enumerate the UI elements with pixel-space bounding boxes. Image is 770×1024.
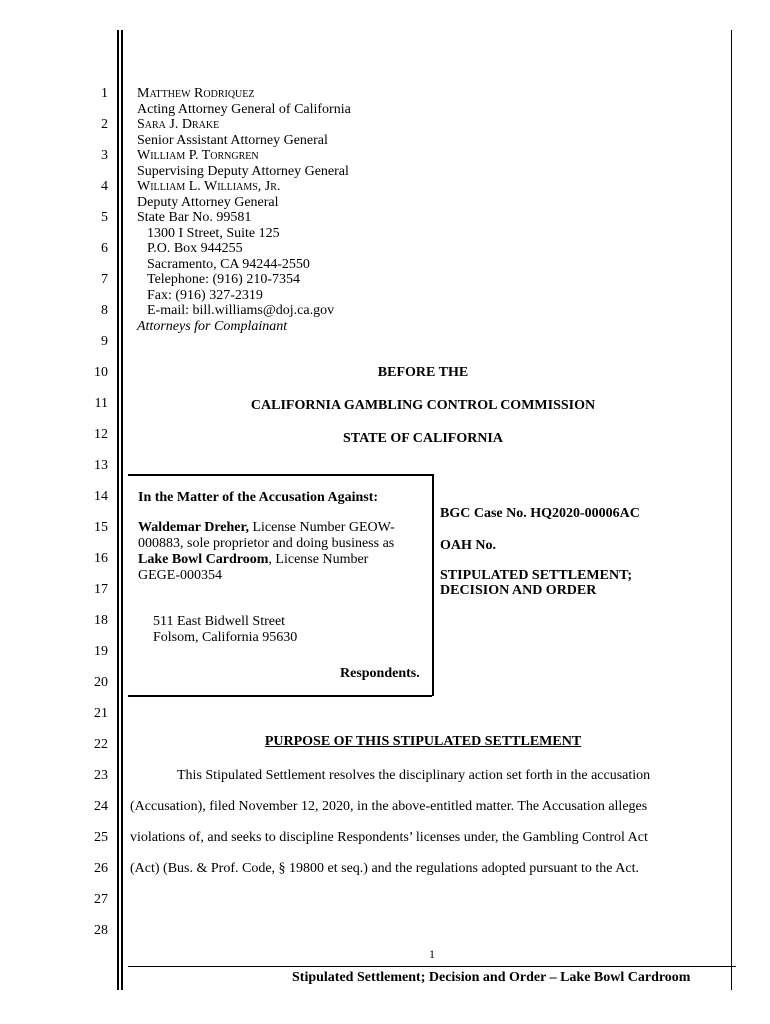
line-number: 8 xyxy=(101,303,108,318)
line-number: 2 xyxy=(101,117,108,132)
attorney-name: Matthew Rodriquez xyxy=(137,86,255,101)
caption-respondent-line2: 000883, sole proprietor and doing business as xyxy=(138,536,395,551)
heading-commission: CALIFORNIA GAMBLING CONTROL COMMISSION xyxy=(250,398,596,413)
line-number: 14 xyxy=(94,489,108,504)
caption-respondent-line4: GEGE-000354 xyxy=(138,568,222,583)
page-number: 1 xyxy=(429,947,435,961)
margin-rule-right xyxy=(731,30,732,990)
telephone: Telephone: (916) 210-7354 xyxy=(147,272,300,287)
line-number: 25 xyxy=(94,830,108,845)
line-number: 10 xyxy=(94,365,108,380)
attorney-name: William P. Torngren xyxy=(137,148,259,163)
line-number: 15 xyxy=(94,520,108,535)
respondent-license: License Number GEOW- xyxy=(248,520,395,535)
oah-number: OAH No. xyxy=(440,538,496,553)
margin-rule-left-inner xyxy=(121,30,123,990)
business-name: Lake Bowl Cardroom xyxy=(138,552,269,567)
case-number: BGC Case No. HQ2020-00006AC xyxy=(440,506,640,521)
line-number: 11 xyxy=(94,396,108,411)
line-number: 1 xyxy=(101,86,108,101)
address-line: P.O. Box 944255 xyxy=(147,241,243,256)
business-license: , License Number xyxy=(268,552,369,567)
caption-border-top xyxy=(128,474,432,476)
line-number: 18 xyxy=(94,613,108,628)
caption-address2: Folsom, California 95630 xyxy=(153,630,298,645)
attorney-name: William L. Williams, Jr. xyxy=(137,179,281,194)
margin-rule-left-outer xyxy=(117,30,119,990)
line-number: 3 xyxy=(101,148,108,163)
heading-state: STATE OF CALIFORNIA xyxy=(343,431,503,446)
section-heading: PURPOSE OF THIS STIPULATED SETTLEMENT xyxy=(264,734,582,749)
line-number: 4 xyxy=(101,179,108,194)
caption-border-right xyxy=(432,474,434,696)
attorney-title: Senior Assistant Attorney General xyxy=(137,132,328,148)
body-line: This Stipulated Settlement resolves the disciplinary action set forth in the accusation xyxy=(177,768,651,783)
respondent-name: Waldemar Dreher, xyxy=(138,520,249,535)
line-number: 20 xyxy=(94,675,108,690)
line-number: 23 xyxy=(94,768,108,783)
line-number: 19 xyxy=(94,644,108,659)
caption-matter: In the Matter of the Accusation Against: xyxy=(138,490,379,505)
document-title-line2: DECISION AND ORDER xyxy=(440,583,597,598)
attorney-title: Deputy Attorney General xyxy=(137,194,279,210)
line-number: 27 xyxy=(94,892,108,907)
caption-respondent-line3 xyxy=(138,552,368,567)
attorneys-for: Attorneys for Complainant xyxy=(137,318,288,334)
line-number: 16 xyxy=(94,551,108,566)
line-number: 13 xyxy=(94,458,108,473)
attorney-title: Supervising Deputy Attorney General xyxy=(137,163,349,179)
attorney-title: Acting Attorney General of California xyxy=(137,101,351,117)
attorney-name: Sara J. Drake xyxy=(137,117,220,132)
line-number: 17 xyxy=(94,582,108,597)
document-title-line1: STIPULATED SETTLEMENT; xyxy=(440,568,633,583)
address-line: Sacramento, CA 94244-2550 xyxy=(147,256,310,272)
caption-respondents: Respondents. xyxy=(340,666,420,681)
state-bar-number: State Bar No. 99581 xyxy=(137,210,252,225)
fax: Fax: (916) 327-2319 xyxy=(147,287,263,303)
line-number: 21 xyxy=(94,706,108,721)
body-line: violations of, and seeks to discipline Respondents’ licenses under, the Gambling Control Act xyxy=(130,830,648,845)
line-number: 28 xyxy=(94,923,108,938)
line-number: 12 xyxy=(94,427,108,442)
address-line: 1300 I Street, Suite 125 xyxy=(147,225,280,241)
line-number: 9 xyxy=(101,334,108,349)
line-number: 26 xyxy=(94,861,108,876)
heading-before: BEFORE THE xyxy=(377,365,469,380)
line-number: 24 xyxy=(94,799,108,814)
caption-border-bottom xyxy=(128,695,432,697)
email: E-mail: bill.williams@doj.ca.gov xyxy=(147,303,335,318)
caption-respondent-line1 xyxy=(138,520,395,535)
body-line: (Act) (Bus. & Prof. Code, § 19800 et seq.) and the regulations adopted pursuant to the Act. xyxy=(130,861,639,876)
footer-title: Stipulated Settlement; Decision and Order – Lake Bowl Cardroom xyxy=(292,970,691,985)
line-number: 5 xyxy=(101,210,108,225)
line-number: 6 xyxy=(101,241,108,256)
footer-rule xyxy=(128,966,736,967)
line-number: 7 xyxy=(101,272,108,287)
line-number: 22 xyxy=(94,737,108,752)
caption-address1: 511 East Bidwell Street xyxy=(153,614,286,629)
body-line: (Accusation), filed November 12, 2020, in the above-entitled matter. The Accusation alleges xyxy=(130,799,648,814)
